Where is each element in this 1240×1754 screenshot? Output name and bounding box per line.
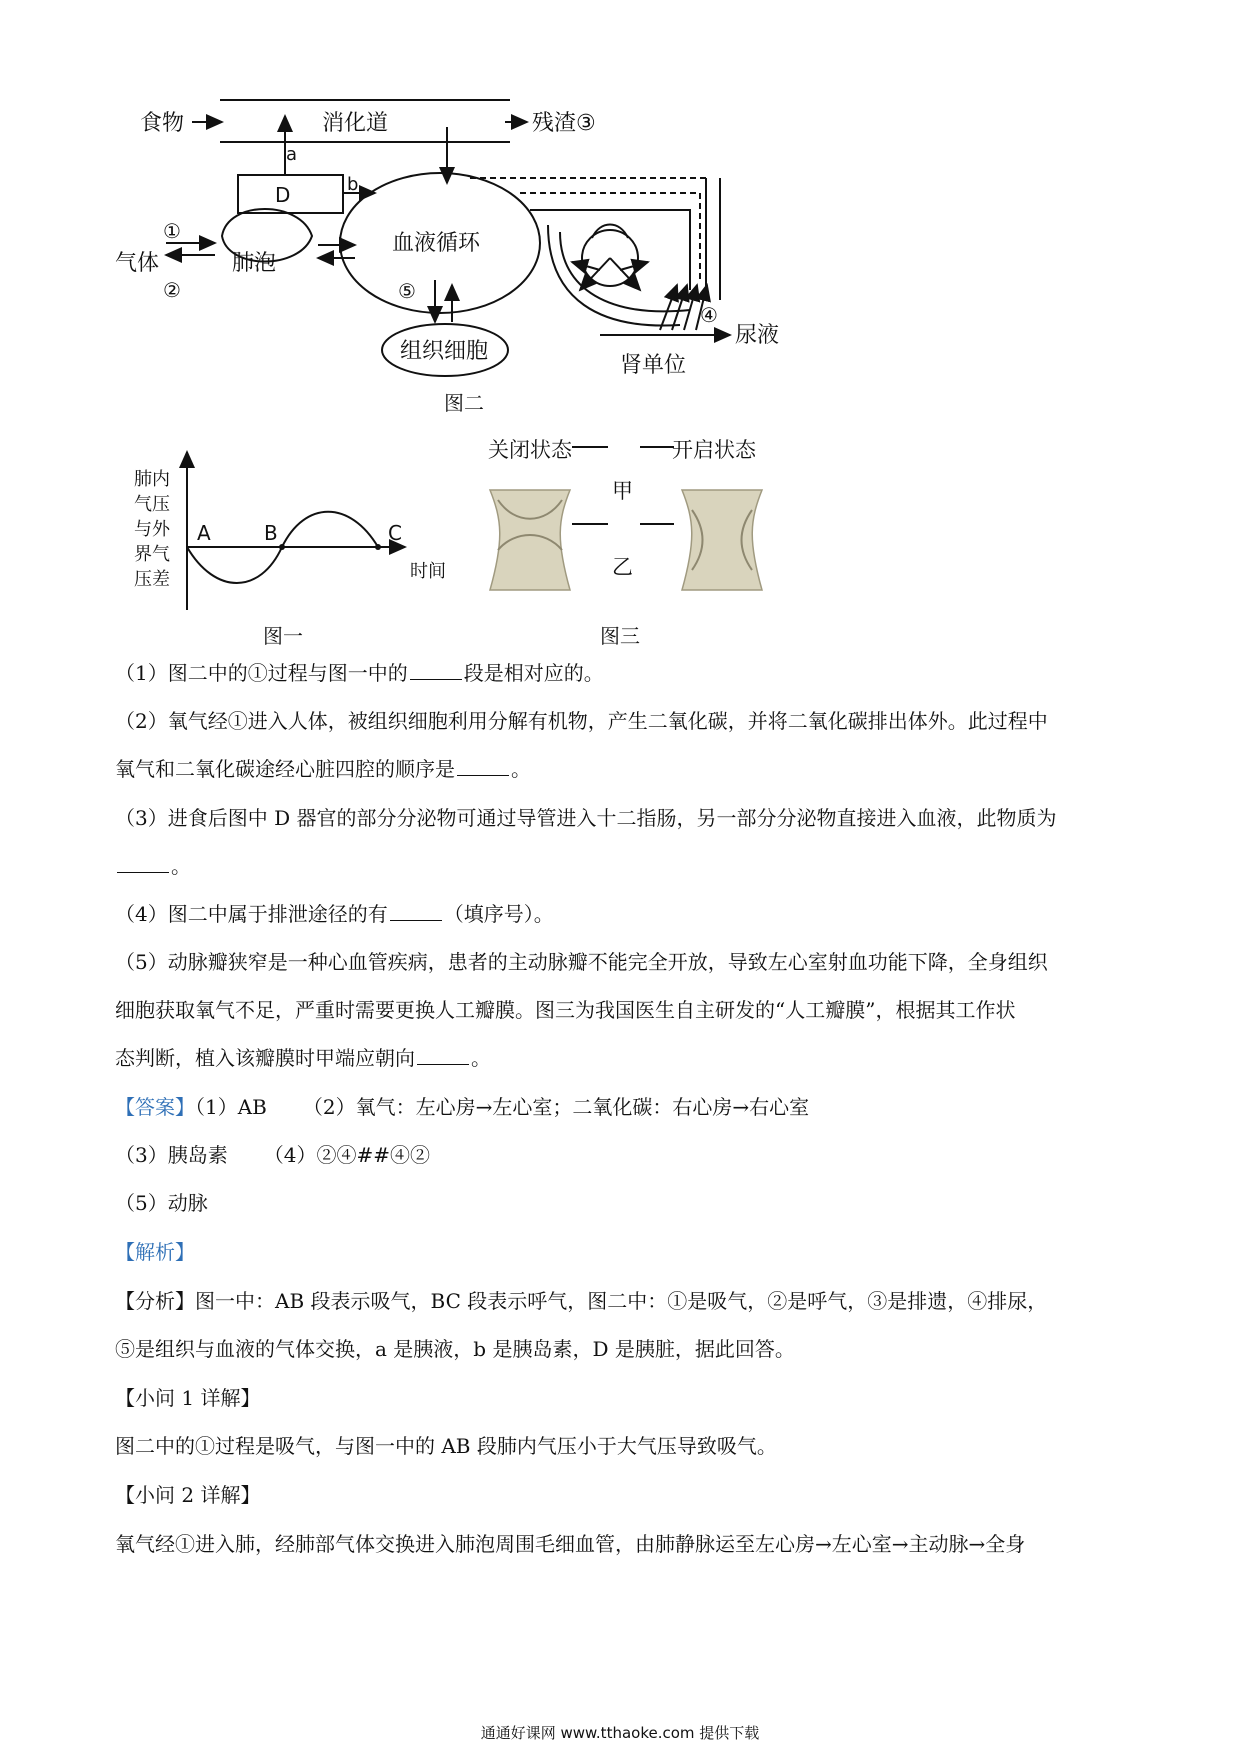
blood-circulation-label: 血液循环 [392,231,481,256]
closed-state-label: 关闭状态 [488,438,572,462]
question-2-blank [457,755,509,776]
sub-question-2-detail: 氧气经①进入肺，经肺部气体交换进入肺泡周围毛细血管，由肺静脉运至左心房→左心室→主动脉→全身 [115,1532,1026,1556]
answer-1: （1）AB [195,1095,267,1119]
question-4-text-b: （填序号）。 [443,902,554,926]
y-label-line-2: 气压 [134,494,170,515]
sub-question-1-heading: 【小问 1 详解】 [115,1386,261,1410]
sub-question-1-detail: 图二中的①过程是吸气，与图一中的 AB 段肺内气压小于大气压导致吸气。 [115,1434,777,1458]
question-2-text: 氧气和二氧化碳途经心脏四腔的顺序是 [115,757,455,781]
sub-question-2-heading: 【小问 2 详解】 [115,1483,261,1507]
label-b: b [347,174,359,195]
gas-label: 气体 [115,251,160,276]
x-axis-label: 时间 [410,561,446,582]
circ-2-label: ② [163,278,181,302]
y-label-line-4: 界气 [134,544,170,565]
circ-4-label: ④ [700,303,718,327]
question-5-blank [417,1044,469,1065]
page-footer: 通通好课网 www.tthaoke.com 提供下载 [480,1724,760,1742]
question-1-text-b: 段是相对应的。 [463,661,604,685]
answer-3: （3）胰岛素 [115,1143,228,1167]
organ-d-label: D [275,183,291,207]
question-3-line-2 [115,851,1130,881]
answer-tag: 【答案】 [115,1095,195,1119]
label-jia: 甲 [612,479,633,503]
residue-label: 残渣③ [532,111,596,136]
question-5-line-2: 细胞获取氧气不足，严重时需要更换人工瓣膜。图三为我国医生自主研发的“人工瓣膜”，根据其工作状 [115,998,1016,1022]
question-5-end: 。 [471,1046,491,1070]
answer-2: （2）氧气：左心房→左心室；二氧化碳：右心房→右心室 [302,1095,810,1119]
question-1-text-a: （1）图二中的①过程与图一中的 [115,661,408,685]
label-yi: 乙 [612,555,633,579]
label-a: a [286,144,298,165]
y-label-line-5: 压差 [134,569,170,590]
answer-line-3 [115,1188,1130,1218]
figure-1-graph [0,430,446,650]
point-a-label: A [197,521,211,545]
y-label-line-1: 肺内 [134,469,170,490]
question-3-line-1: （3）进食后图中 D 器官的部分分泌物可通过导管进入十二指肠，另一部分分泌物直接进入血液，此物质为 [115,806,1057,830]
urine-label: 尿液 [735,323,780,348]
food-label: 食物 [140,111,185,136]
answer-line-2 [115,1140,1130,1170]
digestive-tract-label: 消化道 [322,111,389,136]
question-4 [115,899,1130,929]
figure-2-diagram [0,0,1240,430]
question-1 [115,658,1130,688]
analysis-paragraph-2: ⑤是组织与血液的气体交换，a 是胰液，b 是胰岛素，D 是胰脏，据此回答。 [115,1337,795,1361]
question-2-line-2 [115,754,1130,784]
question-3-end: 。 [171,854,191,878]
point-b-label: B [264,521,278,545]
analysis-paragraph-1: 【分析】图一中：AB 段表示吸气，BC 段表示呼气，图二中：①是吸气，②是呼气，③是排遗，④排尿， [115,1289,1048,1313]
question-5-text: 态判断，植入该瓣膜时甲端应朝向 [115,1046,415,1070]
tissue-cells-label: 组织细胞 [400,339,489,364]
circ-5-label: ⑤ [398,279,416,303]
circ-1-label: ① [163,219,181,243]
answer-line-1 [115,1092,1130,1122]
figure-3-caption: 图三 [600,624,640,648]
figure-3-valve [470,430,800,650]
question-4-text-a: （4）图二中属于排泄途径的有 [115,902,388,926]
question-2-line-1: （2）氧气经①进入人体，被组织细胞利用分解有机物，产生二氧化碳，并将二氧化碳排出体外。此过程中 [115,709,1048,733]
answer-5: （5）动脉 [115,1191,208,1215]
y-label-line-3: 与外 [134,519,170,540]
alveoli-label: 肺泡 [232,251,277,276]
question-2-end: 。 [511,757,531,781]
question-5-line-1: （5）动脉瓣狭窄是一种心血管疾病，患者的主动脉瓣不能完全开放，导致左心室射血功能下降，全身组织 [115,950,1048,974]
figure-1-caption: 图一 [263,624,303,648]
question-4-blank [390,900,442,921]
analysis-tag: 【解析】 [115,1240,195,1264]
answer-4: （4）②④##④② [263,1143,430,1167]
nephron-label: 肾单位 [620,353,687,378]
question-5-line-3 [115,1043,1130,1073]
question-1-blank [410,659,462,680]
question-3-blank [117,852,169,873]
point-c-label: C [388,521,402,545]
open-state-label: 开启状态 [672,438,756,462]
figure-2-caption: 图二 [444,391,484,415]
